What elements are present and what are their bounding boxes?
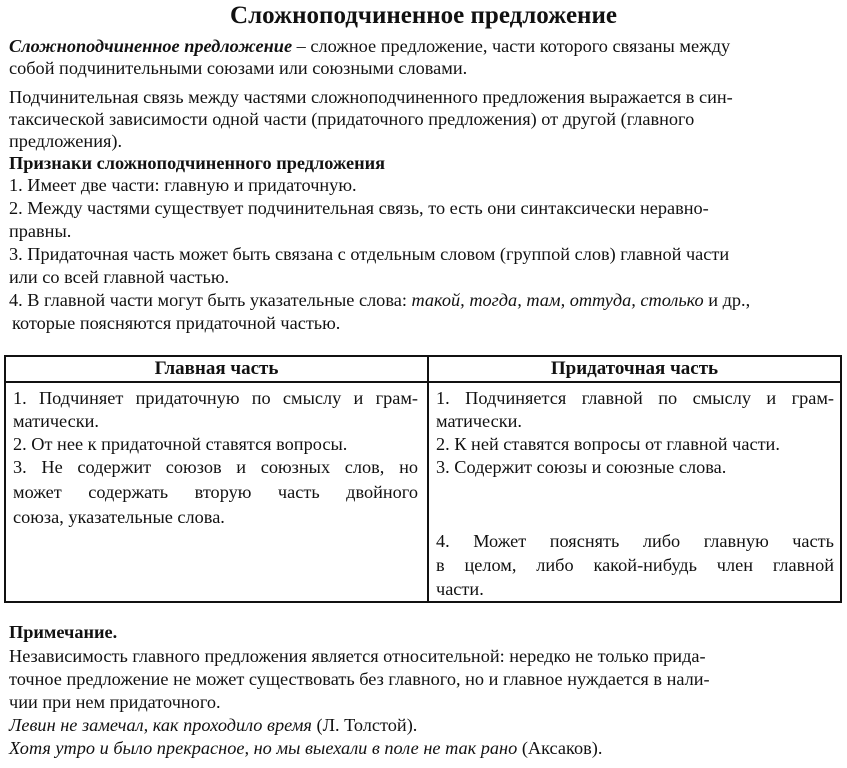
sub-row-3: 3. Содержит союзы и союзные слова. [436, 457, 727, 477]
sub-row-2: 2. К ней ставятся вопросы от главной части. [436, 434, 780, 454]
example-1 [9, 714, 417, 736]
comparison-table [4, 355, 842, 603]
header-main-part: Главная часть [154, 358, 279, 379]
main-row-3-line-1: 3. Не содержит союзов и союзных слов, но [13, 457, 418, 477]
sub-row-1-line-1: 1. Подчиняется главной по смыслу и грам- [436, 388, 834, 408]
main-row-3-line-3: союза, указательные слова. [13, 507, 225, 527]
example-1-sentence: Левин не замечал, как проходило время [9, 715, 312, 735]
sub-row-4-line-2: в целом, либо какой-нибудь член главной [436, 555, 834, 575]
paragraph-line-1: Подчинительная связь между частями сложноподчиненного предложения выражается в син- [9, 87, 733, 107]
definition-line-2: собой подчинительными союзами или союзными словами. [9, 58, 468, 78]
sign-item-1: 1. Имеет две части: главную и придаточную. [9, 175, 357, 195]
sub-row-1-line-2: матически. [436, 411, 522, 431]
sub-row-4-line-3: части. [436, 579, 484, 599]
example-2-author: (Аксаков). [517, 738, 603, 758]
example-2 [9, 737, 602, 759]
note-heading: Примечание. [9, 622, 118, 642]
sign-item-3-line-1: 3. Придаточная часть может быть связана с отдельным словом (группой слов) главной части [9, 244, 730, 264]
note-line-3: чии при нем придаточного. [9, 692, 221, 712]
main-row-2: 2. От нее к придаточной ставятся вопросы. [13, 434, 348, 454]
note-line-2: точное предложение не может существовать без главного, но и главное нуждается в нали- [9, 669, 710, 689]
main-row-1-line-2: матически. [13, 411, 99, 431]
definition-line-1 [9, 35, 730, 57]
sign-item-4-text: 4. В главной части могут быть указательные слова: [9, 290, 412, 310]
sign-item-4-tail: и др., [703, 290, 751, 310]
main-row-1-line-1: 1. Подчиняет придаточную по смыслу и грам- [13, 388, 418, 408]
sub-row-4-line-1: 4. Может пояснять либо главную часть [436, 531, 834, 551]
sign-item-2-line-2: правны. [9, 221, 72, 241]
sign-item-2-line-1: 2. Между частями существует подчинительная связь, то есть они синтаксически неравно- [9, 198, 709, 218]
main-row-3-line-2: может содержать вторую часть двойного [13, 482, 418, 502]
note-line-1: Независимость главного предложения является относительной: нередко не только прида- [9, 646, 706, 666]
paragraph-line-3: предложения). [9, 131, 123, 151]
definition-text: – сложное предложение, части которого связаны между [292, 36, 731, 56]
page-title: Сложноподчиненное предложение [230, 2, 617, 29]
definition-term: Сложноподчиненное предложение [9, 36, 293, 56]
signs-heading: Признаки сложноподчиненного предложения [9, 153, 386, 173]
sign-item-4-line-2: которые поясняются придаточной частью. [12, 313, 341, 333]
header-subordinate-part: Придаточная часть [550, 358, 719, 379]
table-header-divider [6, 381, 840, 383]
paragraph-line-2: таксической зависимости одной части (придаточного предложения) от другой (главного [9, 109, 695, 129]
example-2-sentence: Хотя утро и было прекрасное, но мы выехали в поле не так рано [9, 738, 518, 758]
sign-item-4-words: такой, тогда, там, оттуда, столько [411, 290, 704, 310]
sign-item-3-line-2: или со всей главной частью. [9, 267, 230, 287]
table-column-divider [427, 357, 429, 601]
example-1-author: (Л. Толстой). [311, 715, 418, 735]
sign-item-4-line-1 [9, 289, 750, 311]
